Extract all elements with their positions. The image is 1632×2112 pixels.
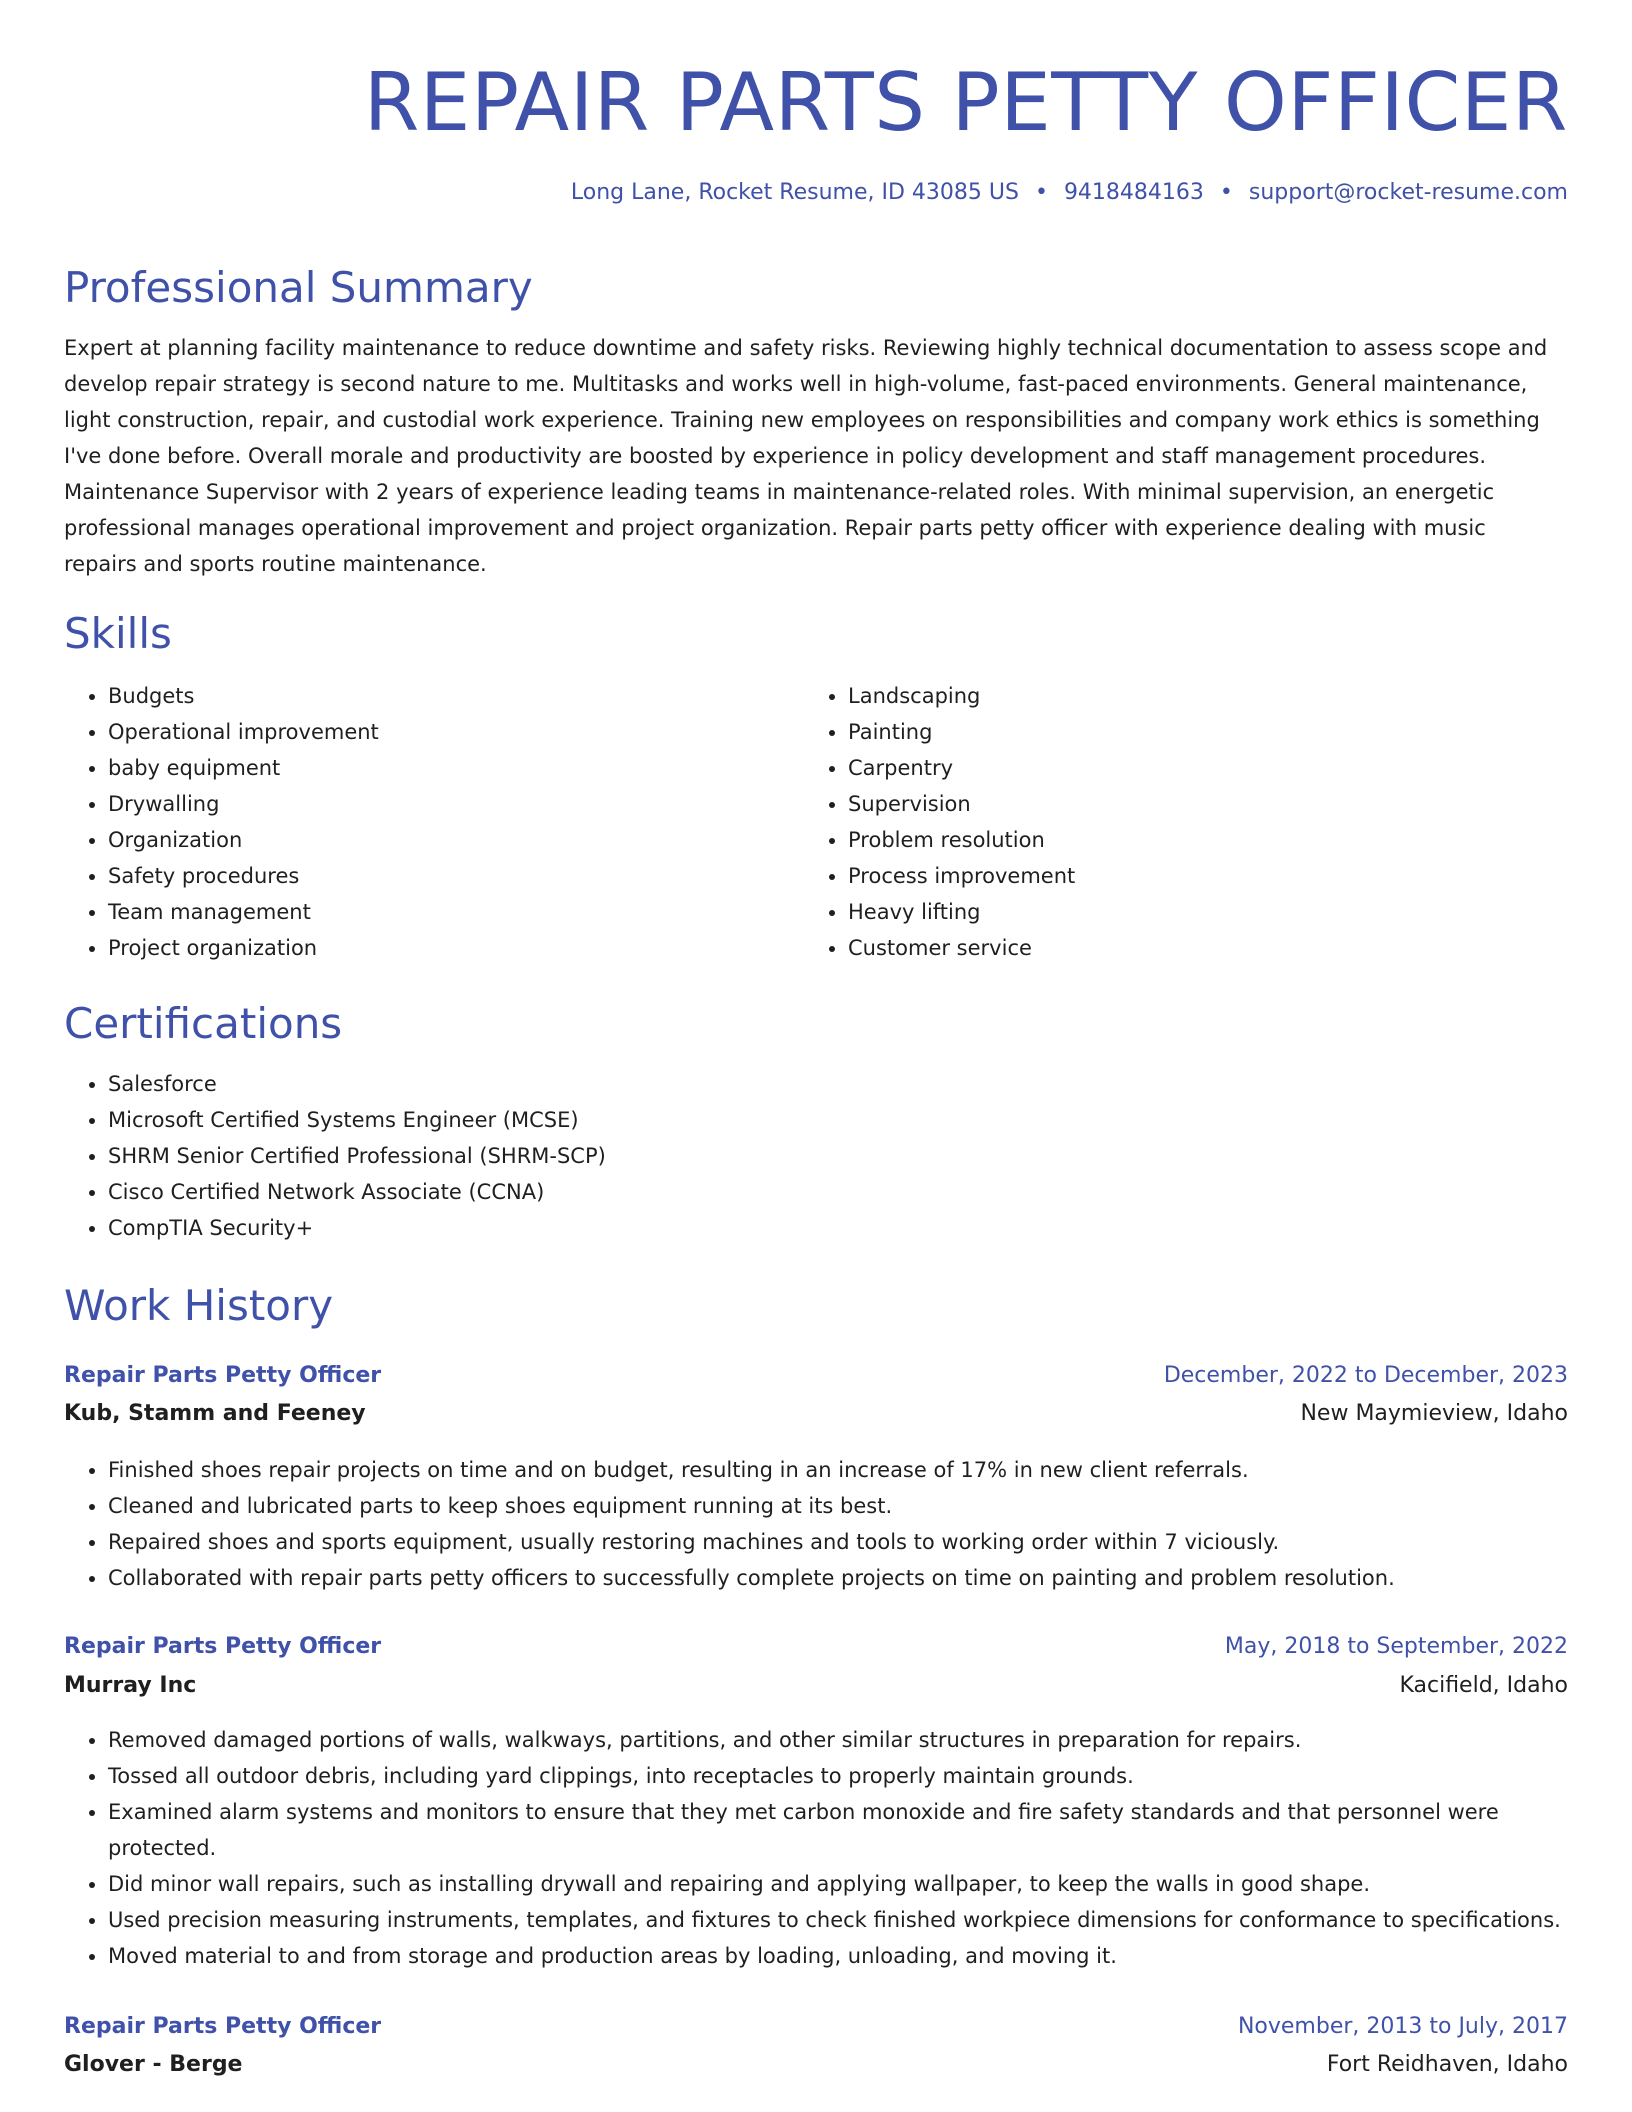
- job-dates: December, 2022 to December, 2023: [1163, 1363, 1568, 1388]
- job-title: Repair Parts Petty Officer: [64, 1634, 382, 1659]
- job-bullets: [64, 1452, 1608, 1596]
- skill-item: • Team management: [108, 894, 788, 930]
- contact-phone: 9418484163: [1063, 180, 1204, 205]
- skills-list-left: [64, 678, 788, 966]
- job-bullet: • Examined alarm systems and monitors to ensure that they met carbon monoxide and fire safety standards and that personnel were protected.: [108, 1794, 1608, 1866]
- contact-separator: •: [1219, 180, 1233, 205]
- skills-heading: Skills: [64, 609, 172, 658]
- contact-separator: •: [1034, 180, 1048, 205]
- resume-header: [64, 52, 1568, 208]
- job-bullets: [64, 1722, 1608, 1974]
- certification-item: • Microsoft Certified Systems Engineer (MCSE): [108, 1102, 1308, 1138]
- skill-item: • Process improvement: [848, 858, 1548, 894]
- skill-item: • Organization: [108, 822, 788, 858]
- certifications-heading: Certifications: [64, 999, 343, 1048]
- skills-list-right: [804, 678, 1548, 966]
- job-title: Repair Parts Petty Officer: [64, 1363, 382, 1388]
- job-bullet: • Moved material to and from storage and production areas by loading, unloading, and moving it.: [108, 1938, 1608, 1974]
- skill-item: • Operational improvement: [108, 714, 788, 750]
- certification-item: • SHRM Senior Certified Professional (SHRM-SCP): [108, 1138, 1308, 1174]
- job-location: Fort Reidhaven, Idaho: [1326, 2052, 1568, 2077]
- contact-line: [64, 178, 1568, 208]
- job-bullet: • Finished shoes repair projects on time and on budget, resulting in an increase of 17% in new client referrals.: [108, 1452, 1608, 1488]
- certification-item: • Salesforce: [108, 1066, 1308, 1102]
- contact-email[interactable]: support@rocket-resume.com: [1248, 180, 1568, 205]
- job-bullet: • Did minor wall repairs, such as installing drywall and repairing and applying wallpaper, to keep the walls in good shape.: [108, 1866, 1608, 1902]
- job-dates: November, 2013 to July, 2017: [1237, 2014, 1568, 2039]
- skill-item: • Problem resolution: [848, 822, 1548, 858]
- certification-item: • CompTIA Security+: [108, 1210, 1308, 1246]
- job-dates: May, 2018 to September, 2022: [1224, 1634, 1568, 1659]
- job-bullet: • Used precision measuring instruments, templates, and fixtures to check finished workpiece dimensions for conformance to specifications.: [108, 1902, 1608, 1938]
- skill-item: • Customer service: [848, 930, 1548, 966]
- job-company: Glover - Berge: [64, 2052, 243, 2077]
- job-bullet: • Removed damaged portions of walls, walkways, partitions, and other similar structures in preparation for repairs.: [108, 1722, 1608, 1758]
- job-bullet: • Repaired shoes and sports equipment, usually restoring machines and tools to working order within 7 viciously.: [108, 1524, 1608, 1560]
- contact-address: Long Lane, Rocket Resume, ID 43085 US: [570, 180, 1019, 205]
- skill-item: • Drywalling: [108, 786, 788, 822]
- certification-item: • Cisco Certified Network Associate (CCNA): [108, 1174, 1308, 1210]
- skill-item: • Painting: [848, 714, 1548, 750]
- candidate-name: REPAIR PARTS PETTY OFFICER: [363, 56, 1568, 149]
- work-history-heading: Work History: [64, 1281, 334, 1330]
- skill-item: • Supervision: [848, 786, 1548, 822]
- job-company: Kub, Stamm and Feeney: [64, 1401, 366, 1426]
- skill-item: • Landscaping: [848, 678, 1548, 714]
- skill-item: • baby equipment: [108, 750, 788, 786]
- job-location: New Maymieview, Idaho: [1300, 1401, 1568, 1426]
- job-bullet: • Collaborated with repair parts petty officers to successfully complete projects on time on painting and problem resolution.: [108, 1560, 1608, 1596]
- certifications-list: [64, 1066, 1308, 1246]
- job-bullet: • Cleaned and lubricated parts to keep shoes equipment running at its best.: [108, 1488, 1608, 1524]
- skill-item: • Heavy lifting: [848, 894, 1548, 930]
- skill-item: • Budgets: [108, 678, 788, 714]
- job-company: Murray Inc: [64, 1673, 197, 1698]
- summary-heading: Professional Summary: [64, 263, 533, 312]
- skill-item: • Carpentry: [848, 750, 1548, 786]
- skill-item: • Project organization: [108, 930, 788, 966]
- job-bullet: • Tossed all outdoor debris, including yard clippings, into receptacles to properly maintain grounds.: [108, 1758, 1608, 1794]
- summary-text: Expert at planning facility maintenance to reduce downtime and safety risks. Reviewing highly technical documentation to assess scope and develop repair strategy is second nature to me. Multitasks and works well in high-volume, fast-paced environments. General maintenance, light construction, repair, and custodial work experience. Training new employees on responsibilities and company work ethics is something I've done before. Overall morale and productivity are boosted by experience in policy development and staff management procedures. Maintenance Supervisor with 2 years of experience leading teams in maintenance-related roles. With minimal supervision, an energetic professional manages operational improvement and project organization. Repair parts petty officer with experience dealing with music repairs and sports routine maintenance.: [64, 336, 1548, 576]
- job-title: Repair Parts Petty Officer: [64, 2014, 382, 2039]
- job-location: Kacifield, Idaho: [1399, 1673, 1568, 1698]
- skill-item: • Safety procedures: [108, 858, 788, 894]
